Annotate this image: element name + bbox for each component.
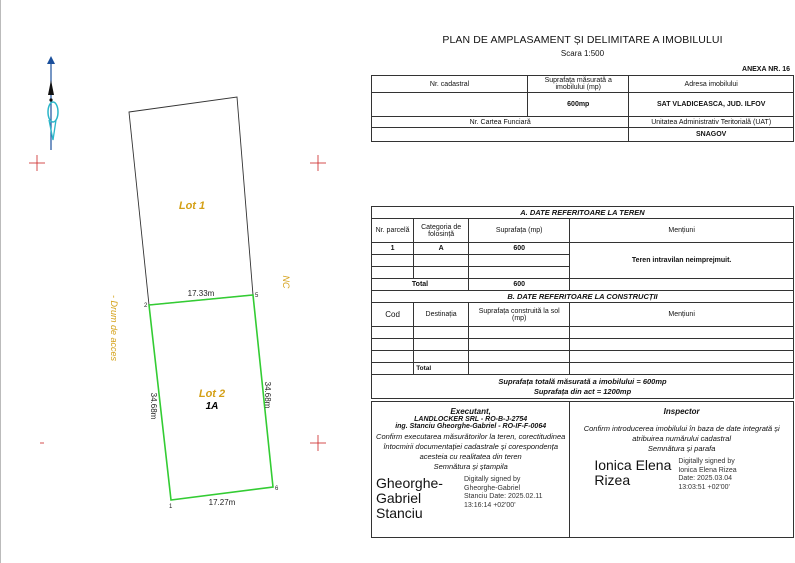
inspector-box bbox=[570, 402, 794, 538]
neighbor-label: NC bbox=[281, 275, 291, 289]
measured-area-value: 600mp bbox=[528, 93, 629, 117]
scale-label: Scara 1:500 bbox=[560, 49, 605, 58]
access-road-label: - Drum de acces bbox=[109, 294, 119, 362]
dimension-bottom: 17.27m bbox=[208, 498, 236, 507]
land-book-value bbox=[372, 128, 629, 142]
measured-area-label: Suprafața măsurată a imobilului (mp) bbox=[528, 76, 629, 93]
vertex-6: 6 bbox=[275, 486, 279, 492]
parcel-number: 1 bbox=[372, 243, 414, 255]
executant-signature-name: Gheorghe-Gabriel Stanciu bbox=[376, 475, 443, 521]
col-parcel-number: Nr. parcelă bbox=[372, 219, 414, 243]
inspector-digital-signature: Digitally signed by Ionica Elena Rizea Date: 2025.03.04 13:03:51 +02'00' bbox=[678, 458, 737, 491]
inspector-title: Inspector bbox=[663, 407, 700, 416]
lot-2-code: 1A bbox=[205, 401, 219, 412]
executant-engineer: ing. Stanciu Gheorghe-Gabriel - RO-IF-F-0064 bbox=[395, 423, 547, 430]
col-built-area: Suprafața construită la sol (mp) bbox=[469, 303, 570, 327]
dimension-left: 34.68m bbox=[149, 392, 158, 420]
section-a-title: A. DATE REFERITOARE LA TEREN bbox=[372, 207, 794, 219]
col-building-destination: Destinația bbox=[414, 303, 469, 327]
col-building-code: Cod bbox=[372, 303, 414, 327]
annex-label: ANEXA NR. 16 bbox=[742, 66, 790, 73]
col-building-mentions: Mențiuni bbox=[570, 303, 794, 327]
site-plan-drawing bbox=[1, 0, 371, 563]
executant-title: Executant, bbox=[450, 407, 491, 416]
executant-company: LANDLOCKER SRL - RO-B-J-2754 bbox=[414, 416, 528, 423]
uat-label: Unitatea Administrativ Teritorială (UAT) bbox=[629, 117, 794, 128]
dimension-top: 17.33m bbox=[187, 289, 215, 298]
executant-digital-signature: Digitally signed by Gheorghe-Gabriel Stanciu Date: 2025.02.11 13:16:14 +02'00' bbox=[464, 476, 543, 509]
uat-value: SNAGOV bbox=[629, 128, 794, 142]
vertex-1: 1 bbox=[169, 504, 173, 510]
total-measured-area: Suprafața totală măsurată a imobilului = 600mp bbox=[498, 376, 667, 386]
col-land-category: Categoria de folosință bbox=[414, 219, 469, 243]
cadastral-number-value bbox=[372, 93, 528, 117]
land-book-label: Nr. Cartea Funciară bbox=[372, 117, 629, 128]
col-land-area: Suprafața (mp) bbox=[469, 219, 570, 243]
executant-signature bbox=[374, 476, 567, 521]
address-value: SAT VLADICEASCA, JUD. ILFOV bbox=[629, 93, 794, 117]
land-area: 600 bbox=[469, 243, 570, 255]
act-area: Suprafața din act = 1200mp bbox=[533, 386, 632, 396]
col-land-mentions: Mențiuni bbox=[570, 219, 794, 243]
land-total-area: 600 bbox=[469, 279, 570, 291]
address-label: Adresa imobilului bbox=[629, 76, 794, 93]
inspector-sign-label: Semnătura și parafa bbox=[647, 444, 716, 453]
north-arrow-icon bbox=[47, 56, 58, 150]
land-data-table bbox=[371, 206, 794, 399]
building-total-label: Total bbox=[414, 363, 469, 375]
land-mention: Teren intravilan neimprejmuit. bbox=[570, 243, 794, 279]
inspector-signature-name: Ionica Elena Rizea bbox=[594, 457, 672, 488]
inspector-signature bbox=[572, 458, 791, 492]
signature-table bbox=[371, 401, 794, 538]
vertex-5: 5 bbox=[255, 293, 259, 299]
executant-statement: Confirm executarea măsurătorilor la teren, corectitudinea întocmirii documentației cadastrale și corespondența acesteia cu realitatea din teren bbox=[376, 432, 566, 461]
inspector-statement: Confirm introducerea imobilului în baza de date integrată și atribuirea numărului cadastral bbox=[583, 424, 780, 443]
lot-1-label: Lot 1 bbox=[178, 200, 206, 212]
land-category: A bbox=[414, 243, 469, 255]
executant-sign-label: Semnătura și ștampila bbox=[433, 462, 508, 471]
identification-table bbox=[371, 75, 794, 142]
land-total-label: Total bbox=[372, 279, 469, 291]
vertex-2: 2 bbox=[144, 303, 148, 309]
dimension-right: 34.68m bbox=[263, 381, 272, 409]
cadastral-number-label: Nr. cadastral bbox=[372, 76, 528, 93]
lot-2-label: Lot 2 bbox=[198, 388, 226, 400]
area-totals bbox=[372, 375, 794, 399]
section-b-title: B. DATE REFERITOARE LA CONSTRUCȚII bbox=[372, 291, 794, 303]
document-title: PLAN DE AMPLASAMENT ȘI DELIMITARE A IMOBILULUI bbox=[442, 34, 723, 46]
data-panel bbox=[371, 30, 794, 538]
executant-box bbox=[372, 402, 570, 538]
